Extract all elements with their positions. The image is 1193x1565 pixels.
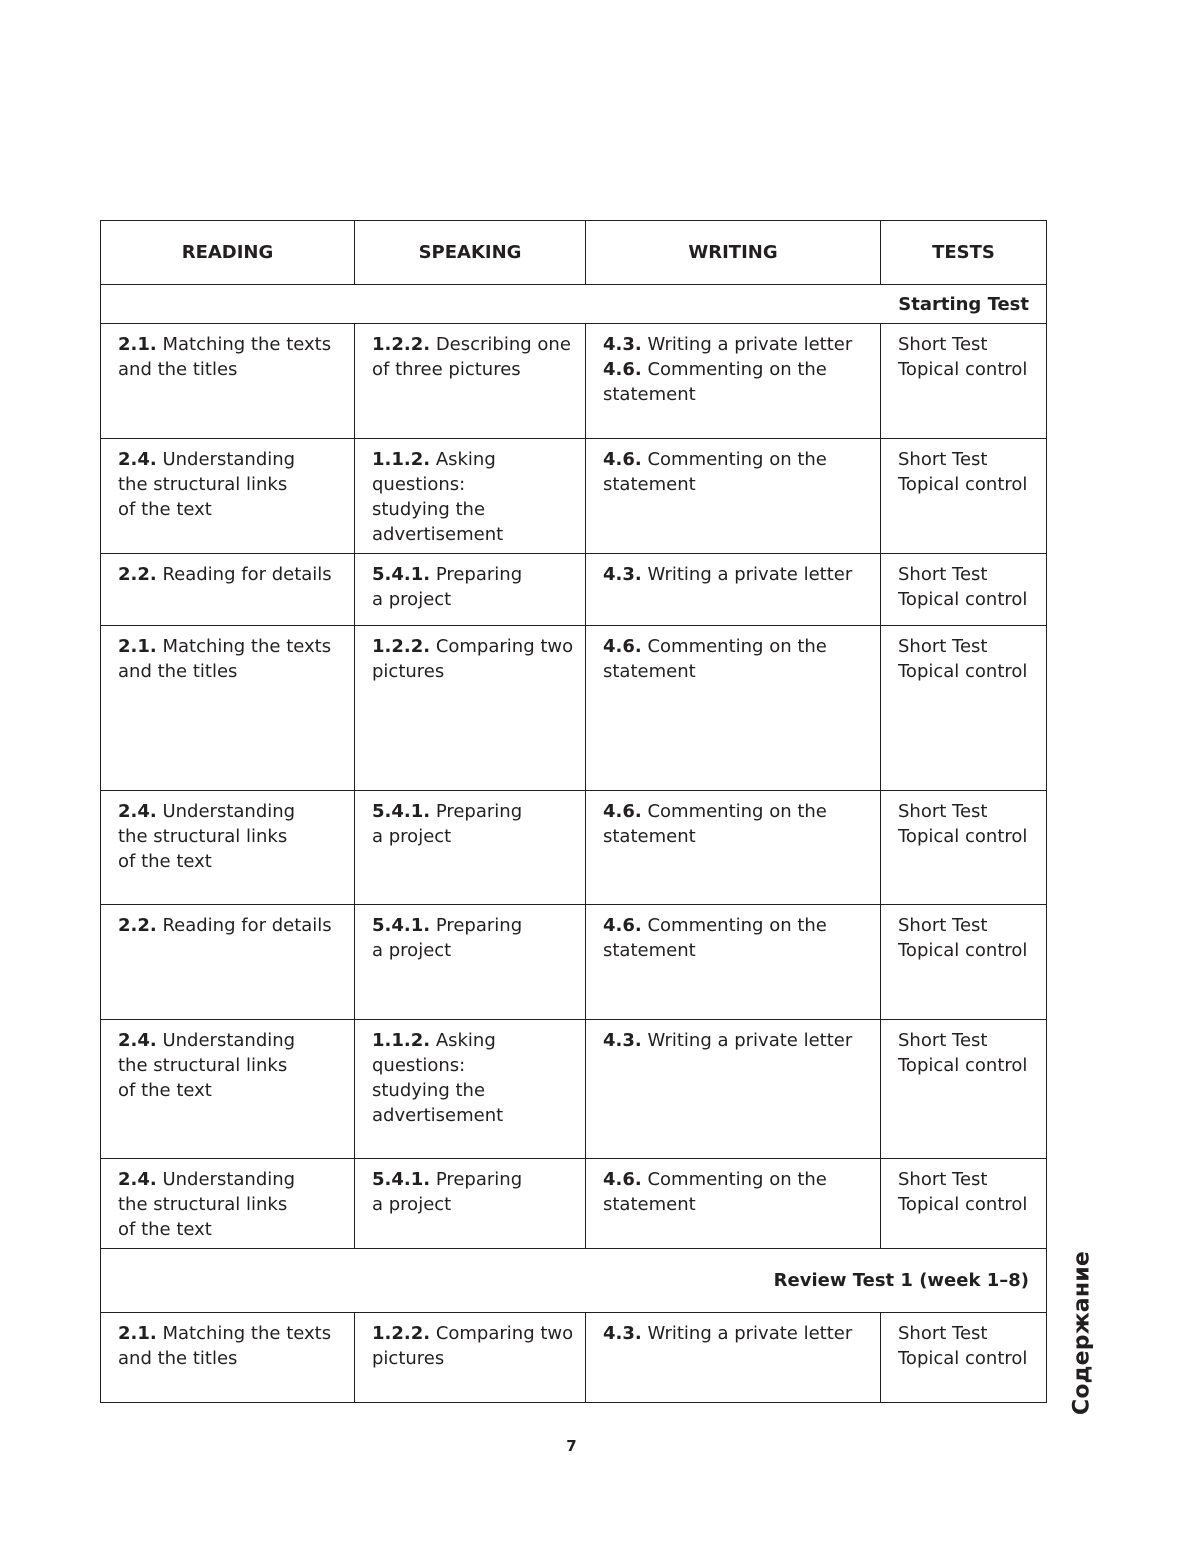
table-row bbox=[101, 905, 1047, 1020]
speaking-line bbox=[372, 562, 569, 587]
writing-line bbox=[603, 1192, 864, 1217]
side-label: Содержание bbox=[1069, 1251, 1095, 1415]
reading-cell bbox=[101, 626, 355, 791]
speaking-cell bbox=[355, 626, 586, 791]
section-number: 4.3. bbox=[603, 1323, 642, 1344]
writing-line bbox=[603, 472, 864, 497]
speaking-text: Describing one bbox=[430, 334, 571, 355]
speaking-line bbox=[372, 357, 569, 382]
reading-text: the structural links bbox=[118, 826, 288, 847]
tests-text: Short Test bbox=[898, 1030, 988, 1051]
reading-cell bbox=[101, 1159, 355, 1249]
writing-text: statement bbox=[603, 384, 696, 405]
writing-text: Commenting on the bbox=[641, 801, 827, 822]
tests-text: Topical control bbox=[898, 826, 1028, 847]
tests-cell bbox=[881, 324, 1047, 439]
reading-cell bbox=[101, 1020, 355, 1159]
writing-line bbox=[603, 562, 864, 587]
speaking-text: Comparing two bbox=[430, 1323, 574, 1344]
reading-text: and the titles bbox=[118, 661, 238, 682]
writing-cell bbox=[586, 324, 881, 439]
speaking-cell bbox=[355, 791, 586, 905]
reading-cell bbox=[101, 439, 355, 554]
tests-text: Topical control bbox=[898, 940, 1028, 961]
tests-line bbox=[898, 634, 1030, 659]
writing-cell bbox=[586, 1159, 881, 1249]
reading-cell bbox=[101, 1313, 355, 1403]
tests-cell bbox=[881, 905, 1047, 1020]
tests-cell bbox=[881, 1313, 1047, 1403]
reading-line bbox=[118, 447, 338, 472]
writing-line bbox=[603, 332, 864, 357]
speaking-cell bbox=[355, 1313, 586, 1403]
tests-cell bbox=[881, 439, 1047, 554]
section-number: 4.6. bbox=[603, 449, 642, 470]
writing-text: Commenting on the bbox=[641, 359, 827, 380]
tests-line bbox=[898, 562, 1030, 587]
reading-text: of the text bbox=[118, 1080, 212, 1101]
reading-cell bbox=[101, 554, 355, 626]
speaking-text: pictures bbox=[372, 661, 445, 682]
page-number: 7 bbox=[566, 1437, 577, 1455]
speaking-text: pictures bbox=[372, 1348, 445, 1369]
table-row bbox=[101, 324, 1047, 439]
speaking-text: a project bbox=[372, 1194, 452, 1215]
speaking-line bbox=[372, 824, 569, 849]
reading-line bbox=[118, 1346, 338, 1371]
writing-cell bbox=[586, 439, 881, 554]
speaking-cell bbox=[355, 439, 586, 554]
speaking-line bbox=[372, 1192, 569, 1217]
reading-text: Understanding bbox=[156, 1030, 296, 1051]
tests-line bbox=[898, 1192, 1030, 1217]
writing-line bbox=[603, 913, 864, 938]
reading-text: of the text bbox=[118, 499, 212, 520]
writing-cell bbox=[586, 626, 881, 791]
header-writing: WRITING bbox=[586, 221, 881, 285]
speaking-text: studying the bbox=[372, 499, 486, 520]
writing-line bbox=[603, 1167, 864, 1192]
writing-cell bbox=[586, 791, 881, 905]
section-number: 5.4.1. bbox=[372, 564, 431, 585]
section-label-review-test: Review Test 1 (week 1–8) bbox=[101, 1249, 1047, 1313]
section-number: 4.3. bbox=[603, 1030, 642, 1051]
reading-text: Reading for details bbox=[156, 564, 332, 585]
reading-text: of the text bbox=[118, 851, 212, 872]
tests-text: Topical control bbox=[898, 661, 1028, 682]
writing-line bbox=[603, 357, 864, 382]
reading-text: Understanding bbox=[156, 449, 296, 470]
reading-text: the structural links bbox=[118, 1055, 288, 1076]
writing-text: statement bbox=[603, 661, 696, 682]
speaking-line bbox=[372, 332, 569, 357]
speaking-text: Preparing bbox=[430, 915, 523, 936]
section-number: 4.3. bbox=[603, 334, 642, 355]
table-row bbox=[101, 626, 1047, 791]
tests-line bbox=[898, 357, 1030, 382]
section-number: 2.4. bbox=[118, 1169, 157, 1190]
writing-cell bbox=[586, 1313, 881, 1403]
writing-line bbox=[603, 447, 864, 472]
reading-text: and the titles bbox=[118, 359, 238, 380]
writing-line bbox=[603, 634, 864, 659]
reading-text: the structural links bbox=[118, 1194, 288, 1215]
speaking-text: Preparing bbox=[430, 1169, 523, 1190]
speaking-line bbox=[372, 472, 569, 497]
speaking-line bbox=[372, 497, 569, 522]
reading-line bbox=[118, 913, 338, 938]
reading-line bbox=[118, 472, 338, 497]
table-row bbox=[101, 1313, 1047, 1403]
speaking-line bbox=[372, 799, 569, 824]
tests-text: Short Test bbox=[898, 915, 988, 936]
writing-line bbox=[603, 799, 864, 824]
speaking-line bbox=[372, 634, 574, 659]
section-row-review-test bbox=[101, 1249, 1047, 1313]
writing-line bbox=[603, 382, 864, 407]
writing-text: Writing a private letter bbox=[641, 1030, 853, 1051]
speaking-text: a project bbox=[372, 940, 452, 961]
table-row bbox=[101, 1020, 1047, 1159]
tests-line bbox=[898, 799, 1030, 824]
speaking-line bbox=[372, 1346, 569, 1371]
reading-line bbox=[118, 1167, 338, 1192]
section-number: 2.4. bbox=[118, 449, 157, 470]
reading-line bbox=[118, 497, 338, 522]
writing-line bbox=[603, 824, 864, 849]
tests-text: Topical control bbox=[898, 474, 1028, 495]
reading-line bbox=[118, 799, 338, 824]
header-reading: READING bbox=[101, 221, 355, 285]
tests-line bbox=[898, 659, 1030, 684]
speaking-cell bbox=[355, 324, 586, 439]
reading-text: Matching the texts bbox=[156, 636, 332, 657]
writing-text: Writing a private letter bbox=[641, 564, 853, 585]
section-number: 5.4.1. bbox=[372, 801, 431, 822]
speaking-line bbox=[372, 1167, 569, 1192]
reading-line bbox=[118, 634, 338, 659]
reading-cell bbox=[101, 324, 355, 439]
section-number: 1.2.2. bbox=[372, 334, 431, 355]
tests-line bbox=[898, 1346, 1030, 1371]
tests-text: Short Test bbox=[898, 1169, 988, 1190]
writing-text: Commenting on the bbox=[641, 1169, 827, 1190]
tests-line bbox=[898, 1167, 1030, 1192]
writing-text: Writing a private letter bbox=[641, 1323, 853, 1344]
tests-text: Short Test bbox=[898, 1323, 988, 1344]
section-number: 1.2.2. bbox=[372, 636, 431, 657]
reading-line bbox=[118, 1078, 338, 1103]
tests-text: Topical control bbox=[898, 359, 1028, 380]
reading-line bbox=[118, 1217, 338, 1242]
section-number: 2.2. bbox=[118, 564, 157, 585]
tests-line bbox=[898, 824, 1030, 849]
reading-text: Reading for details bbox=[156, 915, 332, 936]
writing-cell bbox=[586, 905, 881, 1020]
speaking-text: Preparing bbox=[430, 564, 523, 585]
section-number: 1.1.2. bbox=[372, 1030, 431, 1051]
speaking-text: questions: bbox=[372, 1055, 466, 1076]
header-speaking: SPEAKING bbox=[355, 221, 586, 285]
writing-text: Commenting on the bbox=[641, 915, 827, 936]
writing-text: statement bbox=[603, 940, 696, 961]
speaking-line bbox=[372, 1078, 569, 1103]
tests-text: Short Test bbox=[898, 564, 988, 585]
speaking-cell bbox=[355, 1159, 586, 1249]
reading-text: Understanding bbox=[156, 1169, 296, 1190]
speaking-line bbox=[372, 1053, 569, 1078]
tests-cell bbox=[881, 791, 1047, 905]
writing-text: Writing a private letter bbox=[641, 334, 853, 355]
writing-line bbox=[603, 659, 864, 684]
header-tests: TESTS bbox=[881, 221, 1047, 285]
speaking-line bbox=[372, 659, 569, 684]
speaking-text: questions: bbox=[372, 474, 466, 495]
section-number: 2.1. bbox=[118, 334, 157, 355]
tests-text: Short Test bbox=[898, 449, 988, 470]
reading-text: the structural links bbox=[118, 474, 288, 495]
writing-line bbox=[603, 938, 864, 963]
reading-line bbox=[118, 824, 338, 849]
writing-text: statement bbox=[603, 474, 696, 495]
speaking-text: studying the bbox=[372, 1080, 486, 1101]
writing-text: statement bbox=[603, 826, 696, 847]
speaking-text: Asking bbox=[430, 1030, 496, 1051]
tests-cell bbox=[881, 1020, 1047, 1159]
speaking-text: Preparing bbox=[430, 801, 523, 822]
reading-text: of the text bbox=[118, 1219, 212, 1240]
reading-line bbox=[118, 1321, 338, 1346]
tests-line bbox=[898, 332, 1030, 357]
reading-line bbox=[118, 1192, 338, 1217]
tests-line bbox=[898, 1321, 1030, 1346]
reading-line bbox=[118, 659, 338, 684]
reading-line bbox=[118, 562, 338, 587]
speaking-line bbox=[372, 587, 569, 612]
table-row bbox=[101, 554, 1047, 626]
writing-text: statement bbox=[603, 1194, 696, 1215]
table-row bbox=[101, 1159, 1047, 1249]
reading-text: Understanding bbox=[156, 801, 296, 822]
tests-text: Topical control bbox=[898, 1348, 1028, 1369]
section-number: 5.4.1. bbox=[372, 1169, 431, 1190]
section-number: 1.2.2. bbox=[372, 1323, 431, 1344]
tests-line bbox=[898, 913, 1030, 938]
speaking-line bbox=[372, 447, 569, 472]
speaking-line bbox=[372, 522, 569, 547]
reading-text: Matching the texts bbox=[156, 334, 332, 355]
tests-text: Short Test bbox=[898, 636, 988, 657]
section-number: 2.4. bbox=[118, 801, 157, 822]
writing-cell bbox=[586, 1020, 881, 1159]
speaking-line bbox=[372, 1321, 574, 1346]
speaking-text: advertisement bbox=[372, 524, 504, 545]
tests-text: Topical control bbox=[898, 1055, 1028, 1076]
section-number: 4.6. bbox=[603, 801, 642, 822]
writing-cell bbox=[586, 554, 881, 626]
tests-text: Short Test bbox=[898, 801, 988, 822]
section-number: 4.6. bbox=[603, 915, 642, 936]
speaking-line bbox=[372, 1103, 569, 1128]
table-row bbox=[101, 791, 1047, 905]
reading-line bbox=[118, 1028, 338, 1053]
speaking-text: a project bbox=[372, 589, 452, 610]
tests-text: Topical control bbox=[898, 1194, 1028, 1215]
section-number: 4.6. bbox=[603, 359, 642, 380]
writing-text: Commenting on the bbox=[641, 449, 827, 470]
tests-line bbox=[898, 938, 1030, 963]
tests-line bbox=[898, 447, 1030, 472]
speaking-cell bbox=[355, 905, 586, 1020]
section-number: 4.3. bbox=[603, 564, 642, 585]
tests-line bbox=[898, 472, 1030, 497]
speaking-cell bbox=[355, 1020, 586, 1159]
tests-text: Short Test bbox=[898, 334, 988, 355]
section-number: 4.6. bbox=[603, 1169, 642, 1190]
section-number: 1.1.2. bbox=[372, 449, 431, 470]
tests-cell bbox=[881, 554, 1047, 626]
section-row-starting-test bbox=[101, 285, 1047, 324]
writing-line bbox=[603, 1321, 864, 1346]
speaking-text: a project bbox=[372, 826, 452, 847]
speaking-text: Comparing two bbox=[430, 636, 574, 657]
section-label-starting-test: Starting Test bbox=[101, 285, 1047, 324]
reading-text: and the titles bbox=[118, 1348, 238, 1369]
reading-line bbox=[118, 1053, 338, 1078]
speaking-cell bbox=[355, 554, 586, 626]
curriculum-table bbox=[100, 220, 1047, 1403]
speaking-line bbox=[372, 1028, 569, 1053]
header-row bbox=[101, 221, 1047, 285]
reading-cell bbox=[101, 791, 355, 905]
tests-line bbox=[898, 1028, 1030, 1053]
section-number: 2.1. bbox=[118, 636, 157, 657]
writing-text: Commenting on the bbox=[641, 636, 827, 657]
tests-line bbox=[898, 1053, 1030, 1078]
tests-cell bbox=[881, 626, 1047, 791]
tests-cell bbox=[881, 1159, 1047, 1249]
reading-text: Matching the texts bbox=[156, 1323, 332, 1344]
writing-line bbox=[603, 1028, 864, 1053]
speaking-line bbox=[372, 913, 569, 938]
reading-line bbox=[118, 357, 338, 382]
section-number: 2.4. bbox=[118, 1030, 157, 1051]
section-number: 2.2. bbox=[118, 915, 157, 936]
section-number: 2.1. bbox=[118, 1323, 157, 1344]
section-number: 5.4.1. bbox=[372, 915, 431, 936]
reading-line bbox=[118, 849, 338, 874]
speaking-text: advertisement bbox=[372, 1105, 504, 1126]
tests-text: Topical control bbox=[898, 589, 1028, 610]
speaking-line bbox=[372, 938, 569, 963]
table-row bbox=[101, 439, 1047, 554]
speaking-text: Asking bbox=[430, 449, 496, 470]
tests-line bbox=[898, 587, 1030, 612]
speaking-text: of three pictures bbox=[372, 359, 521, 380]
section-number: 4.6. bbox=[603, 636, 642, 657]
reading-line bbox=[118, 332, 338, 357]
reading-cell bbox=[101, 905, 355, 1020]
